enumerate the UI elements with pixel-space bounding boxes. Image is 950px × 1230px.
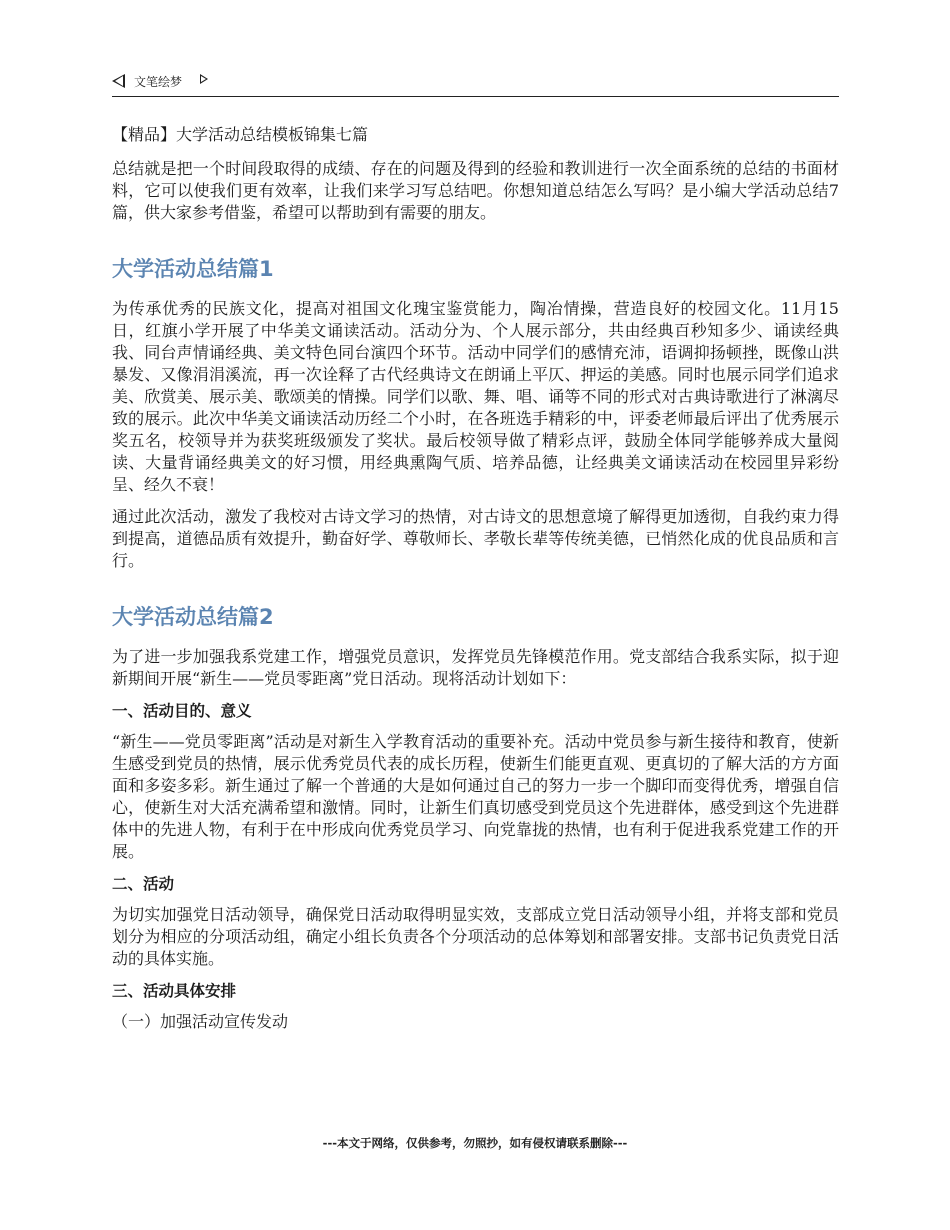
page-header bbox=[112, 70, 839, 97]
document-body bbox=[112, 124, 839, 1043]
footer-disclaimer: ---本文于网络，仅供参考，勿照抄，如有侵权请联系删除--- bbox=[322, 1136, 628, 1150]
section-1-heading: 大学活动总结篇1 bbox=[112, 257, 274, 281]
section-2-paragraph-1: 为了进一步加强我系党建工作，增强党员意识，发挥党员先锋模范作用。党支部结合我系实际，拟于迎新期间开展“新生——党员零距离”党日活动。现将活动计划如下： bbox=[112, 647, 839, 688]
document-page bbox=[112, 0, 839, 1230]
list-item-publicity: （一）加强活动宣传发动 bbox=[112, 1012, 289, 1031]
section-1-paragraph-1: 为传承优秀的民族文化，提高对祖国文化瑰宝鉴赏能力，陶冶情操，营造良好的校园文化。11月15日，红旗小学开展了中华美文诵读活动。活动分为、个人展示部分，共由经典百秒知多少、诵读经典我、同台声情诵经典、美文特色同台演四个环节。活动中同学们的感情充沛，语调抑扬顿挫，既像山洪暴发、又像涓涓溪流，再一次诠释了古代经典诗文在朗诵上平仄、押运的美感。同时也展示同学们追求美、欣赏美、展示美、歌颂美的情操。同学们以歌、舞、唱、诵等不同的形式对古典诗歌进行了淋漓尽致的展示。此次中华美文诵读活动历经二个小时，在各班选手精彩的中，评委老师最后评出了优秀展示奖五名，校领导并为获奖班级颁发了奖状。最后校领导做了精彩点评，鼓励全体同学能够养成大量阅读、大量背诵经典美文的好习惯，用经典熏陶气质、培养品德，让经典美文诵读活动在校园里异彩纷呈、经久不衰！ bbox=[112, 299, 839, 494]
document-title: 【精品】大学活动总结模板锦集七篇 bbox=[112, 125, 369, 144]
section-1-paragraph-2: 通过此次活动，激发了我校对古诗文学习的热情，对古诗文的思想意境了解得更加透彻，自我约束力得到提高，道德品质有效提升，勤奋好学、尊敬师长、孝敬长辈等传统美德，已悄然化成的优良品质和言行。 bbox=[112, 507, 839, 570]
triangle-right-icon bbox=[200, 74, 208, 84]
header-brand: 文笔绘梦 bbox=[134, 75, 183, 89]
section-2-paragraph-3: 为切实加强党日活动领导，确保党日活动取得明显实效，支部成立党日活动领导小组，并将支部和党员划分为相应的分项活动组，确定小组长负责各个分项活动的总体筹划和部署安排。支部书记负责党日活动的具体实施。 bbox=[112, 905, 839, 968]
intro-paragraph: 总结就是把一个时间段取得的成绩、存在的问题及得到的经验和教训进行一次全面系统的总结的书面材料，它可以使我们更有效率，让我们来学习写总结吧。你想知道总结怎么写吗？是小编大学活动总结7篇，供大家参考借鉴，希望可以帮助到有需要的朋友。 bbox=[112, 159, 839, 222]
subheading-purpose: 一、活动目的、意义 bbox=[112, 702, 252, 720]
subheading-arrangement: 三、活动具体安排 bbox=[112, 982, 237, 1000]
section-2-heading: 大学活动总结篇2 bbox=[112, 605, 274, 629]
section-2-paragraph-2: “新生——党员零距离”活动是对新生入学教育活动的重要补充。活动中党员参与新生接待和教育，使新生感受到党员的热情，展示优秀党员代表的成长历程，使新生们能更直观、更真切的了解大活的方方面面和多姿多彩。新生通过了解一个普通的大是如何通过自己的努力一步一个脚印而变得优秀，增强自信心，使新生对大活充满希望和激情。同时，让新生们真切感受到党员这个先进群体，感受到这个先进群体中的先进人物，有利于在中形成向优秀党员学习、向党靠拢的热情，也有利于促进我系党建工作的开展。 bbox=[112, 732, 839, 861]
triangle-left-icon bbox=[112, 74, 125, 88]
subheading-activity: 二、活动 bbox=[112, 875, 175, 893]
